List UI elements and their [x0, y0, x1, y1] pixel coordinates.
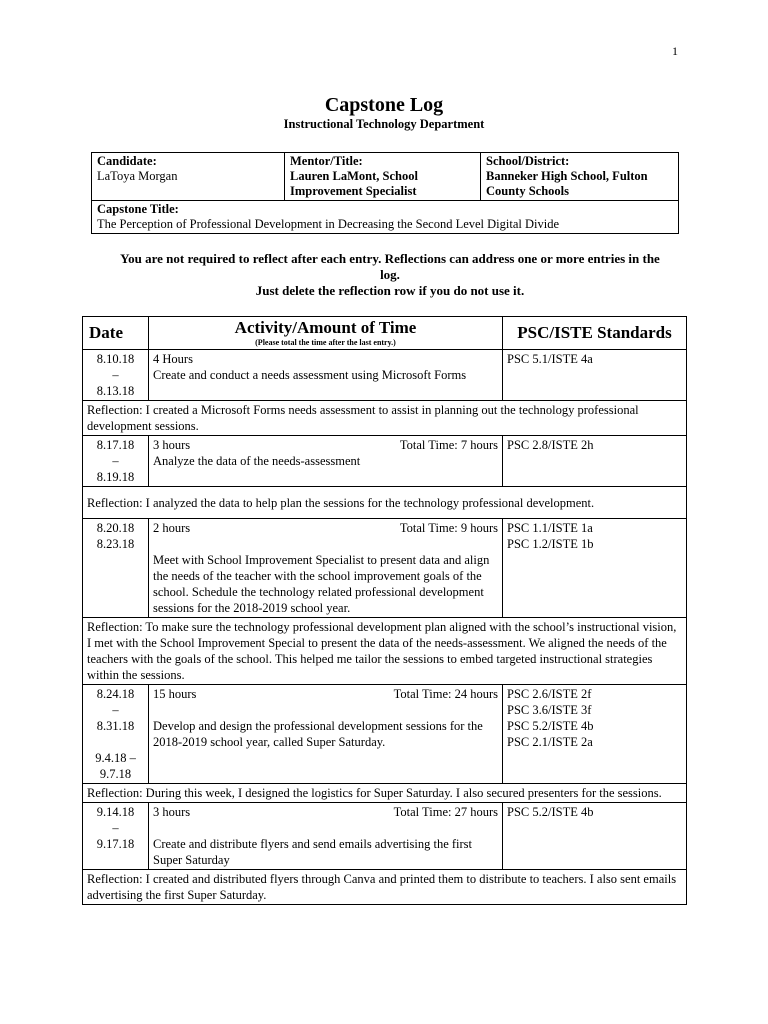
entry-date	[83, 519, 149, 618]
entry-date	[83, 436, 149, 487]
reflection-row	[83, 401, 687, 436]
school-label: School/District:	[486, 154, 570, 168]
entry-total-time: Total Time: 7 hours	[399, 438, 498, 452]
date-end: 8.13.18	[96, 384, 135, 398]
entry-hours-line	[153, 686, 498, 702]
standard-item: PSC 1.2/ISTE 1b	[507, 537, 594, 551]
header-activity-label: Activity/Amount of Time	[234, 318, 417, 337]
date-end: 8.19.18	[96, 470, 135, 484]
reflection-text: Reflection: To make sure the technology professional development plan aligned with the school’s instructional vision, I met with the School Improvement Special to present the data of the needs-assessment. We aligned the needs of the teachers with the goals of the school. This helped me tailor the sessions to embed targeted instructional strategies within the sessions.	[83, 618, 687, 685]
entry-activity	[149, 519, 503, 618]
mentor-value: Lauren LaMont, School Improvement Specialist	[290, 169, 418, 198]
entry-activity	[149, 436, 503, 487]
entry-activity-text: Analyze the data of the needs-assessment	[153, 454, 361, 468]
standard-item: PSC 5.2/ISTE 4b	[507, 719, 594, 733]
entry-activity-text: Meet with School Improvement Specialist to present data and align the needs of the teacher with the school improvement goals of the school. Schedule the technology related professional development sessions for the 2018-2019 school year.	[153, 553, 490, 615]
entry-activity	[149, 803, 503, 870]
date-end: 8.31.18	[96, 719, 135, 733]
entry-hours: 3 hours	[153, 438, 191, 452]
entry-standards	[503, 685, 687, 784]
mentor-cell	[285, 153, 481, 201]
log-entry-row	[83, 436, 687, 487]
candidate-info-row	[92, 153, 679, 201]
document-title: Capstone Log	[324, 94, 444, 116]
entry-standards	[503, 350, 687, 401]
entry-date	[83, 685, 149, 784]
capstone-label: Capstone Title:	[97, 202, 179, 216]
entry-standards	[503, 436, 687, 487]
entry-hours: 3 hours	[153, 805, 191, 819]
entry-date	[83, 350, 149, 401]
entry-total-time: Total Time: 24 hours	[393, 687, 498, 701]
entry-total-time: Total Time: 27 hours	[393, 805, 498, 819]
entry-activity-text: Develop and design the professional development sessions for the 2018-2019 school year, called Super Saturday.	[153, 719, 483, 749]
log-entry-row	[83, 350, 687, 401]
capstone-value: The Perception of Professional Development in Decreasing the Second Level Digital Divide	[97, 217, 560, 231]
standard-item: PSC 5.1/ISTE 4a	[507, 352, 593, 366]
date-start: 9.14.18	[96, 805, 135, 819]
reflection-text: Reflection: During this week, I designed the logistics for Super Saturday. I also secured presenters for the sessions.	[83, 784, 687, 803]
document-subtitle: Instructional Technology Department	[283, 117, 485, 131]
candidate-value: LaToya Morgan	[97, 169, 178, 183]
date-separator: –	[112, 703, 119, 717]
date-separator: –	[112, 454, 119, 468]
entry-hours: 2 hours	[153, 521, 191, 535]
header-standards: PSC/ISTE Standards	[503, 317, 687, 350]
date-end: 9.17.18	[96, 837, 135, 851]
notice-line-2: Just delete the reflection row if you do not use it.	[255, 283, 525, 298]
standard-item: PSC 1.1/ISTE 1a	[507, 521, 593, 535]
reflection-row	[83, 487, 687, 519]
standard-item: PSC 3.6/ISTE 3f	[507, 703, 592, 717]
capstone-cell	[92, 201, 679, 234]
standard-item: PSC 2.1/ISTE 2a	[507, 735, 593, 749]
date-start: 8.17.18	[96, 438, 135, 452]
date-start: 8.24.18	[96, 687, 135, 701]
activity-log-table	[82, 316, 687, 905]
school-value: Banneker High School, Fulton County Schools	[486, 169, 648, 198]
entry-activity-text: Create and conduct a needs assessment using Microsoft Forms	[153, 368, 467, 382]
log-entry-row	[83, 685, 687, 784]
entry-activity-text: Create and distribute flyers and send emails advertising the first Super Saturday	[153, 837, 473, 867]
date-extra-end: 9.7.18	[99, 767, 132, 781]
date-separator: –	[112, 368, 119, 382]
candidate-cell	[92, 153, 285, 201]
log-entry-row	[83, 519, 687, 618]
candidate-label: Candidate:	[97, 154, 157, 168]
entry-standards	[503, 803, 687, 870]
page-number: 1	[672, 44, 678, 58]
date-start: 8.10.18	[96, 352, 135, 366]
entry-hours-line	[153, 520, 498, 536]
entry-total-time: Total Time: 9 hours	[399, 521, 498, 535]
entry-activity	[149, 685, 503, 784]
instructions-notice	[120, 251, 660, 299]
entry-hours-line	[153, 437, 498, 453]
mentor-label: Mentor/Title:	[290, 154, 363, 168]
log-header-row	[83, 317, 687, 350]
reflection-text: Reflection: I created a Microsoft Forms needs assessment to assist in planning out the technology professional development sessions.	[83, 401, 687, 436]
reflection-row	[83, 618, 687, 685]
reflection-text: Reflection: I analyzed the data to help plan the sessions for the technology professional development.	[83, 487, 687, 519]
header-activity	[149, 317, 503, 350]
standard-item: PSC 2.8/ISTE 2h	[507, 438, 594, 452]
entry-date	[83, 803, 149, 870]
reflection-row	[83, 870, 687, 905]
standard-item: PSC 5.2/ISTE 4b	[507, 805, 594, 819]
header-date: Date	[83, 317, 149, 350]
notice-line-1: You are not required to reflect after each entry. Reflections can address one or more entries in the log.	[120, 251, 660, 282]
capstone-title-row	[92, 201, 679, 234]
standard-item: PSC 2.6/ISTE 2f	[507, 687, 592, 701]
date-end: 8.23.18	[96, 537, 135, 551]
log-entry-row	[83, 803, 687, 870]
entry-standards	[503, 519, 687, 618]
entry-hours: 15 hours	[153, 687, 197, 701]
entry-hours: 4 Hours	[153, 352, 193, 366]
date-separator: –	[112, 821, 119, 835]
candidate-info-table	[91, 152, 679, 234]
date-extra-start: 9.4.18 –	[95, 751, 136, 765]
reflection-row	[83, 784, 687, 803]
header-activity-note: (Please total the time after the last entry.)	[255, 338, 396, 347]
entry-hours-line	[153, 804, 498, 820]
school-cell	[481, 153, 679, 201]
date-start: 8.20.18	[96, 521, 135, 535]
reflection-text: Reflection: I created and distributed flyers through Canva and printed them to distribute to teachers. I also sent emails advertising the first Super Saturday.	[83, 870, 687, 905]
entry-activity	[149, 350, 503, 401]
